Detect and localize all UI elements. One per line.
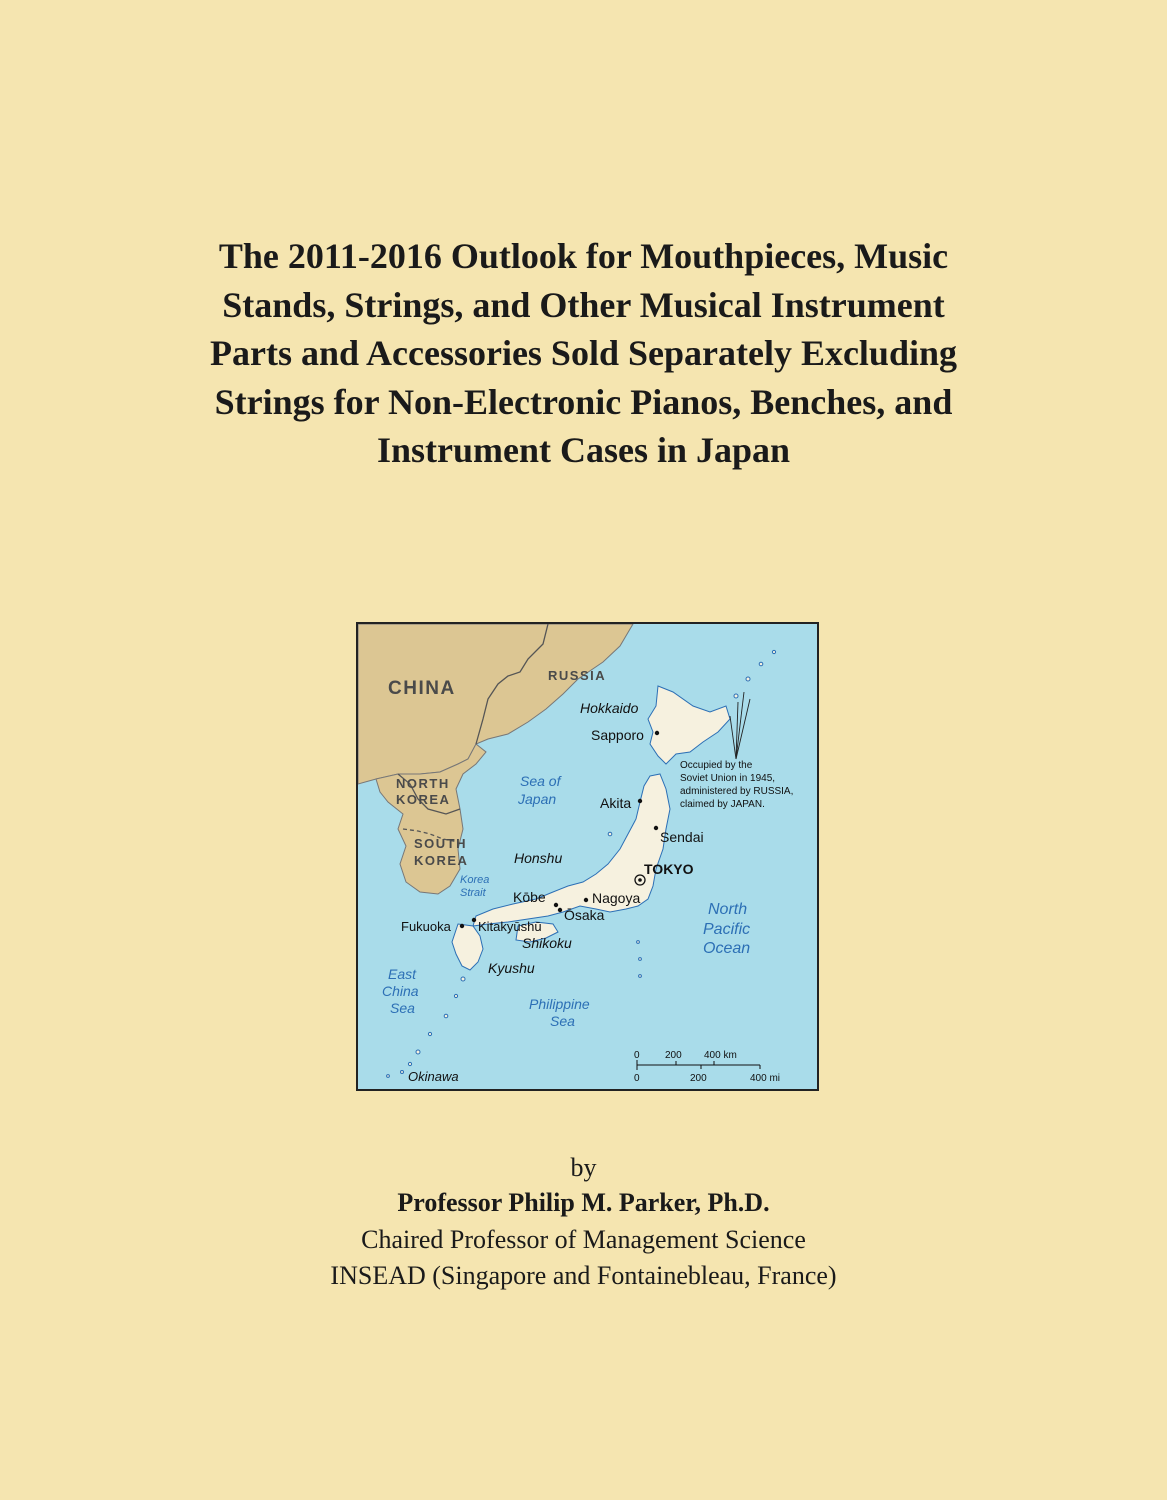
scale-km-label: 200 (665, 1050, 682, 1061)
kyushu-label: Kyushu (488, 960, 535, 976)
kobe-label: Kōbe (513, 889, 546, 905)
north-pacific-label: Pacific (703, 921, 751, 938)
honshu-shape (473, 774, 670, 926)
sendai-label: Sendai (660, 829, 704, 845)
china-label: CHINA (388, 678, 456, 699)
east-china-sea-label: Sea (390, 1000, 415, 1016)
korea-strait-label: Strait (460, 887, 486, 899)
japan-map-svg (358, 624, 817, 1089)
book-title (120, 232, 1047, 475)
affiliation-institution: INSEAD (Singapore and Fontainebleau, France) (330, 1261, 837, 1290)
east-china-sea-label: China (382, 983, 419, 999)
author-block (120, 1152, 1047, 1294)
tokyo-label: TOKYO (644, 861, 694, 877)
scale-bar (634, 1050, 780, 1084)
russia-label: RUSSIA (548, 668, 607, 683)
north-pacific-label: North (708, 901, 748, 918)
fukuoka-label: Fukuoka (401, 919, 451, 934)
north-korea-label: NORTH (396, 776, 450, 791)
title-line: Stands, Strings, and Other Musical Instrument (222, 284, 945, 325)
kitakyushu-label: Kitakyūshū (478, 919, 542, 934)
north-korea-label: KOREA (396, 792, 451, 807)
akita-label: Akita (600, 795, 632, 811)
tokyo-capital-marker-dot (638, 878, 642, 882)
east-china-sea-label: East (388, 966, 417, 982)
okinawa-label: Okinawa (408, 1069, 459, 1084)
sapporo-label: Sapporo (591, 727, 644, 743)
hokkaido-label: Hokkaido (580, 700, 639, 716)
north-pacific-label: Ocean (703, 940, 751, 957)
title-line: Instrument Cases in Japan (376, 430, 791, 470)
title-line: Strings for Non-Electronic Pianos, Benches, and (214, 381, 953, 422)
author-name: Professor Philip M. Parker, Ph.D. (397, 1188, 770, 1217)
scale-km-label: 400 km (704, 1050, 737, 1061)
philippine-sea-label: Sea (550, 1013, 575, 1029)
kuril-note-line: Soviet Union in 1945, (680, 773, 776, 784)
title-line: Parts and Accessories Sold Separately Excluding (209, 333, 958, 373)
nagoya-label: Nagoya (592, 890, 641, 906)
hokkaido-shape (648, 686, 730, 764)
kuril-note-line: administered by RUSSIA, (680, 786, 794, 797)
philippine-sea-label: Philippine (529, 996, 590, 1012)
scale-mi-label: 0 (634, 1073, 640, 1084)
kuril-note-line: claimed by JAPAN. (680, 799, 765, 810)
korea-strait-label: Korea (460, 874, 490, 886)
japan-map (356, 622, 819, 1091)
south-korea-label: KOREA (414, 853, 469, 868)
shikoku-label: Shikoku (522, 935, 572, 951)
by-line: by (570, 1153, 597, 1182)
scale-mi-label: 400 mi (750, 1073, 781, 1084)
affiliation-title: Chaired Professor of Management Science (361, 1225, 806, 1254)
title-line: The 2011-2016 Outlook for Mouthpieces, Music (218, 236, 949, 276)
osaka-label: Ōsaka (564, 907, 605, 923)
kuril-arrows (730, 692, 750, 759)
scale-km-label: 0 (634, 1050, 640, 1061)
sea-of-japan-label: Sea of (520, 773, 561, 789)
sea-of-japan-label: Japan (518, 791, 557, 807)
kuril-note-line: Occupied by the (680, 760, 753, 771)
south-korea-label: SOUTH (414, 836, 467, 851)
scale-mi-label: 200 (690, 1073, 707, 1084)
honshu-label: Honshu (514, 850, 563, 866)
